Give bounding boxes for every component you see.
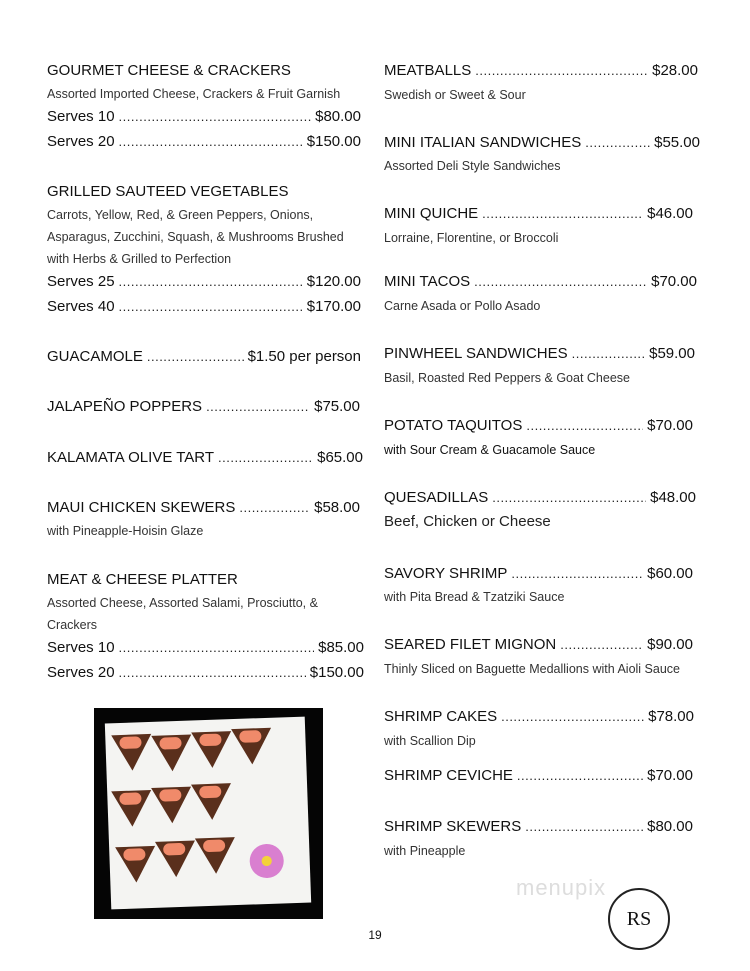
dot-leader <box>474 272 647 292</box>
dot-leader <box>119 132 303 152</box>
menu-item <box>384 344 695 364</box>
menu-item <box>384 416 693 436</box>
dot-leader <box>119 663 306 683</box>
item-title: GOURMET CHEESE & CRACKERS <box>47 62 291 79</box>
dot-leader <box>511 564 643 584</box>
price: $80.00 <box>647 818 693 835</box>
dot-leader <box>147 347 244 367</box>
price: $46.00 <box>647 205 693 222</box>
item-description: with Pineapple <box>384 844 466 858</box>
dot-leader <box>560 635 643 655</box>
price-row <box>47 297 361 317</box>
menu-item <box>47 498 360 518</box>
price-row <box>47 132 361 152</box>
serving-label: Serves 20 <box>47 133 115 150</box>
price: $55.00 <box>654 134 700 151</box>
food-photo <box>94 708 323 919</box>
price: $1.50 per person <box>247 348 361 365</box>
serving-label: Serves 20 <box>47 664 115 681</box>
item-description: Assorted Imported Cheese, Crackers & Fruit Garnish <box>47 87 341 101</box>
item-title: KALAMATA OLIVE TART <box>47 449 214 466</box>
item-title: PINWHEEL SANDWICHES <box>384 345 568 362</box>
item-description: Lorraine, Florentine, or Broccoli <box>384 231 559 245</box>
price: $58.00 <box>314 499 360 516</box>
menu-item <box>384 707 694 727</box>
dot-leader <box>572 344 645 364</box>
price: $75.00 <box>314 398 360 415</box>
price: $59.00 <box>649 345 695 362</box>
menu-item <box>384 817 693 837</box>
dot-leader <box>239 498 310 518</box>
item-description: with Scallion Dip <box>384 734 476 748</box>
item-description: with Sour Cream & Guacamole Sauce <box>384 443 596 457</box>
menu-item <box>47 448 363 468</box>
plate <box>105 717 311 910</box>
item-description: Thinly Sliced on Baguette Medallions with Aioli Sauce <box>384 662 681 676</box>
item-title: SHRIMP CAKES <box>384 708 498 725</box>
serving-label: Serves 10 <box>47 639 115 656</box>
item-description: Beef, Chicken or Cheese <box>384 513 551 530</box>
price-row <box>47 663 364 683</box>
item-title: MINI TACOS <box>384 273 471 290</box>
price-row <box>47 272 361 292</box>
dot-leader <box>525 817 643 837</box>
price: $120.00 <box>306 273 361 290</box>
menu-item <box>384 133 700 153</box>
price: $78.00 <box>648 708 694 725</box>
dot-leader <box>492 488 646 508</box>
menu-item <box>384 204 693 224</box>
price: $70.00 <box>647 417 693 434</box>
item-title: POTATO TAQUITOS <box>384 417 523 434</box>
catering-logo: RS <box>608 888 670 950</box>
menu-item <box>384 488 696 508</box>
menu-item <box>384 61 698 81</box>
price: $80.00 <box>315 108 361 125</box>
menu-item <box>384 272 697 292</box>
item-description: with Herbs & Grilled to Perfection <box>47 252 232 266</box>
item-description: Assorted Deli Style Sandwiches <box>384 159 561 173</box>
dot-leader <box>526 416 643 436</box>
item-title: SAVORY SHRIMP <box>384 565 508 582</box>
price: $70.00 <box>647 767 693 784</box>
item-description: Carne Asada or Pollo Asado <box>384 299 541 313</box>
price: $65.00 <box>317 449 363 466</box>
item-title: SHRIMP CEVICHE <box>384 767 513 784</box>
item-title: MINI ITALIAN SANDWICHES <box>384 134 582 151</box>
price: $28.00 <box>652 62 698 79</box>
price: $48.00 <box>650 489 696 506</box>
dot-leader <box>218 448 313 468</box>
serving-label: Serves 40 <box>47 298 115 315</box>
price: $60.00 <box>647 565 693 582</box>
item-description: Asparagus, Zucchini, Squash, & Mushrooms Brushed <box>47 230 344 244</box>
item-title: GRILLED SAUTEED VEGETABLES <box>47 183 289 200</box>
watermark: menupix <box>516 875 607 900</box>
page-number: 19 <box>368 928 382 942</box>
item-title: MAUI CHICKEN SKEWERS <box>47 499 236 516</box>
item-title: JALAPEÑO POPPERS <box>47 398 203 415</box>
dot-leader <box>119 297 303 317</box>
serving-label: Serves 10 <box>47 108 115 125</box>
item-description: with Pita Bread & Tzatziki Sauce <box>384 590 565 604</box>
price-row <box>47 107 361 127</box>
menu-item <box>47 347 361 367</box>
menu-item <box>384 564 693 584</box>
price: $170.00 <box>306 298 361 315</box>
dot-leader <box>517 766 643 786</box>
menu-item <box>384 635 693 655</box>
dot-leader <box>501 707 644 727</box>
item-description: Crackers <box>47 618 98 632</box>
dot-leader <box>119 272 303 292</box>
item-title: SHRIMP SKEWERS <box>384 818 522 835</box>
item-title: MEAT & CHEESE PLATTER <box>47 571 238 588</box>
serving-label: Serves 25 <box>47 273 115 290</box>
menu-item <box>47 397 360 417</box>
item-title: GUACAMOLE <box>47 348 143 365</box>
dot-leader <box>206 397 310 417</box>
dot-leader <box>119 107 312 127</box>
price: $150.00 <box>306 133 361 150</box>
dot-leader <box>482 204 643 224</box>
dot-leader <box>475 61 648 81</box>
item-description: Carrots, Yellow, Red, & Green Peppers, Onions, <box>47 208 314 222</box>
item-description: Swedish or Sweet & Sour <box>384 88 526 102</box>
item-description: with Pineapple-Hoisin Glaze <box>47 524 204 538</box>
price: $150.00 <box>309 664 364 681</box>
price-row <box>47 638 364 658</box>
item-title: MEATBALLS <box>384 62 472 79</box>
item-description: Basil, Roasted Red Peppers & Goat Cheese <box>384 371 630 385</box>
price: $90.00 <box>647 636 693 653</box>
dot-leader <box>585 133 650 153</box>
item-title: MINI QUICHE <box>384 205 479 222</box>
price: $85.00 <box>318 639 364 656</box>
dot-leader <box>119 638 315 658</box>
item-description: Assorted Cheese, Assorted Salami, Prosciutto, & <box>47 596 318 610</box>
item-title: QUESADILLAS <box>384 489 489 506</box>
menu-item <box>384 766 693 786</box>
item-title: SEARED FILET MIGNON <box>384 636 557 653</box>
price: $70.00 <box>651 273 697 290</box>
